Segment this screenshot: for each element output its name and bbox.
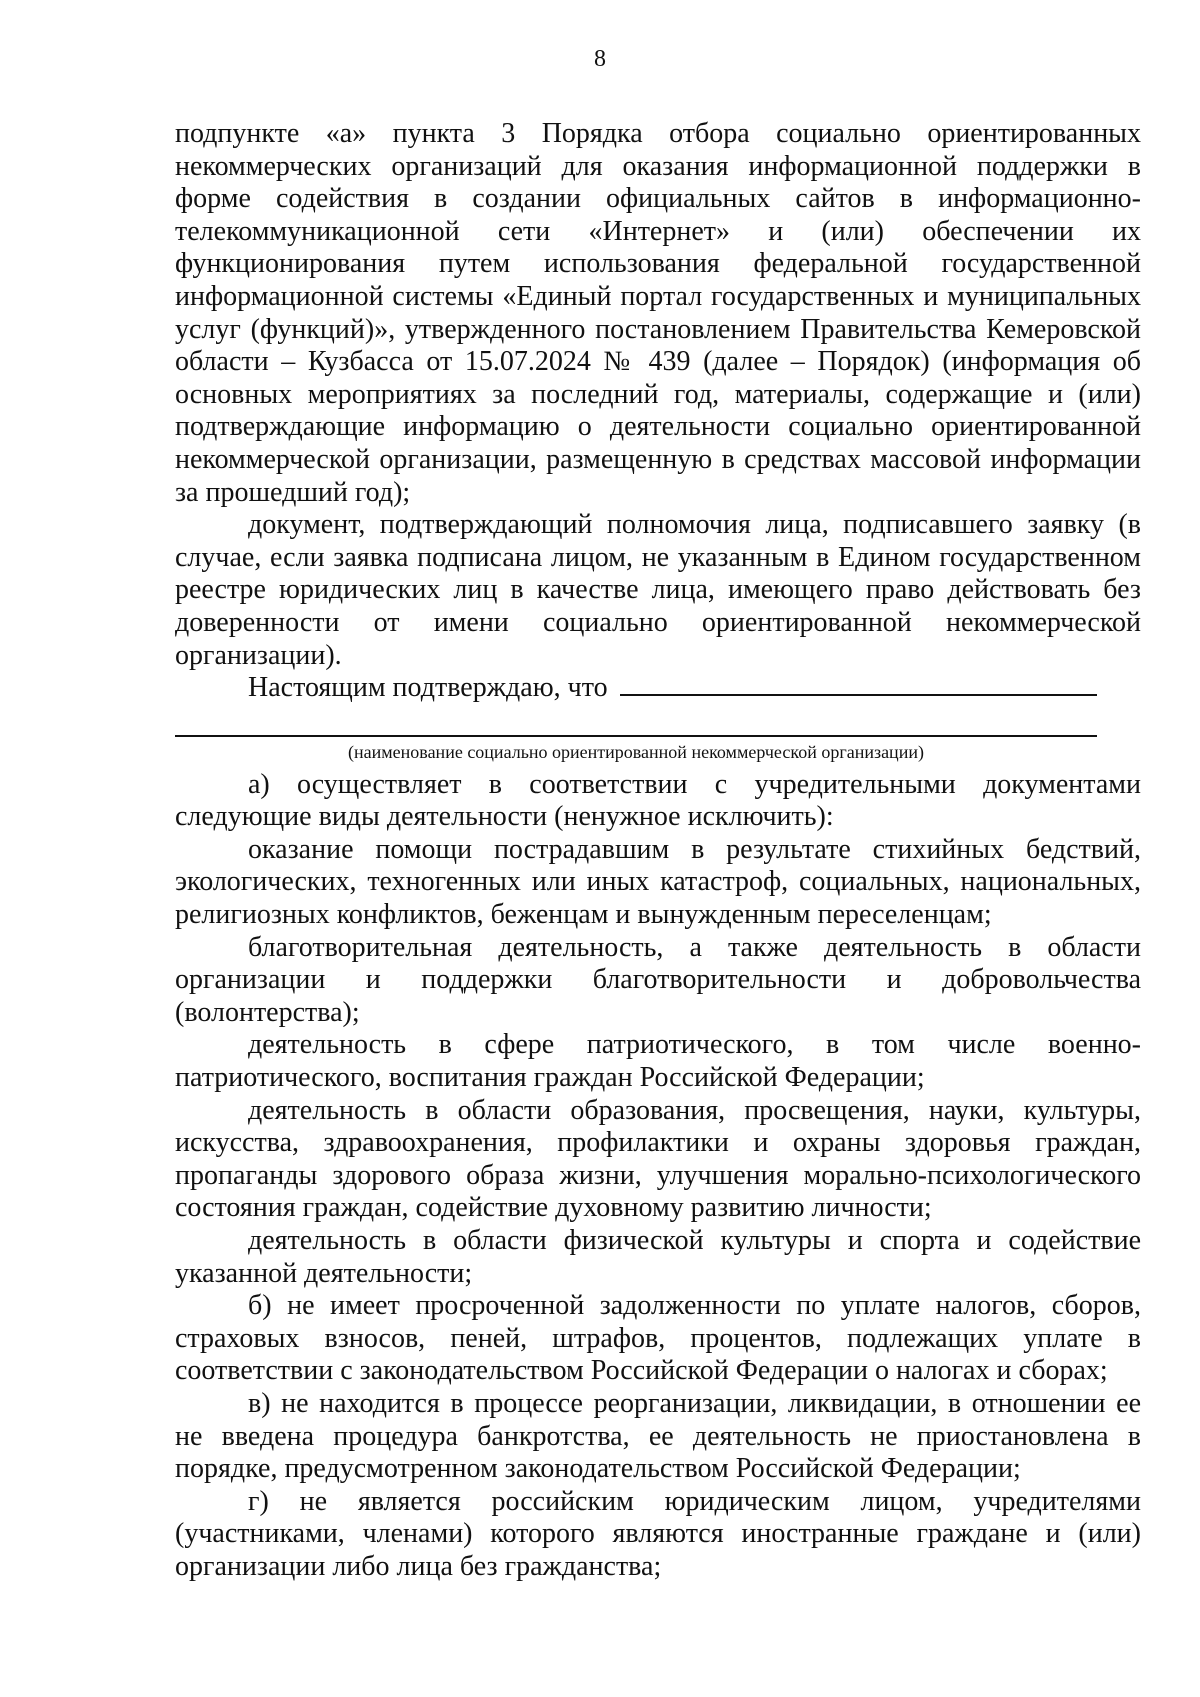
org-name-blank-line	[175, 705, 1097, 737]
paragraph-activity-education: деятельность в области образования, просвещения, науки, культуры, искусства, здравоохранения, профилактики и охраны здоровья граждан, пропаганды здорового образа жизни, улучшения морально-психологического состояния граждан, содействие духовному развитию личности;	[175, 1094, 1141, 1224]
paragraph-item-v: в) не находится в процессе реорганизации, ликвидации, в отношении ее не введена процедура банкротства, ее деятельность не приостановлена в порядке, предусмотренном законодательством Российской Федерации;	[175, 1387, 1141, 1485]
confirmation-line	[175, 672, 1141, 705]
org-name-blank-field	[620, 672, 1097, 696]
confirmation-label: Настоящим подтверждаю, что	[248, 672, 608, 704]
paragraph-authority-document: документ, подтверждающий полномочия лица, подписавшего заявку (в случае, если заявка подписана лицом, не указанным в Едином государственном реестре юридических лиц в качестве лица, имеющего право действовать без доверенности от имени социально ориентированной некоммерческой организации).	[175, 509, 1141, 671]
paragraph-item-a: а) осуществляет в соответствии с учредительными документами следующие виды деятельности (ненужное исключить):	[175, 768, 1141, 833]
document-body	[175, 118, 1141, 1584]
org-name-caption: (наименование социально ориентированной некоммерческой организации)	[348, 741, 924, 762]
page-number: 8	[594, 46, 606, 72]
paragraph-activity-patriotic: деятельность в сфере патриотического, в том числе военно-патриотического, воспитания граждан Российской Федерации;	[175, 1029, 1141, 1094]
paragraph-item-g: г) не является российским юридическим лицом, учредителями (участниками, членами) которого являются иностранные граждане и (или) организации либо лица без гражданства;	[175, 1485, 1141, 1582]
paragraph-continuation: подпункте «а» пункта 3 Порядка отбора социально ориентированных некоммерческих организаций для оказания информационной поддержки в форме содействия в создании официальных сайтов в информационно-телекоммуникационной сети «Интернет» и (или) обеспечении их функционирования путем использования федеральной государственной информационной системы «Единый портал государственных и муниципальных услуг (функций)», утвержденного постановлением Правительства Кемеровской области – Кузбасса от 15.07.2024 № 439 (далее – Порядок) (информация об основных мероприятиях за последний год, материалы, содержащие и (или) подтверждающие информацию о деятельности социально ориентированной некоммерческой организации, размещенную в средствах массовой информации за прошедший год);	[175, 118, 1141, 508]
paragraph-activity-charity: благотворительная деятельность, а также деятельность в области организации и поддержки благотворительности и добровольчества (волонтерства);	[175, 931, 1141, 1028]
paragraph-item-b: б) не имеет просроченной задолженности по уплате налогов, сборов, страховых взносов, пеней, штрафов, процентов, подлежащих уплате в соответствии с законодательством Российской Федерации о налогах и сборах;	[175, 1290, 1141, 1387]
paragraph-activity-disaster-aid: оказание помощи пострадавшим в результате стихийных бедствий, экологических, техногенных или иных катастроф, социальных, национальных, религиозных конфликтов, беженцам и вынужденным переселенцам;	[175, 833, 1141, 931]
paragraph-activity-sport: деятельность в области физической культуры и спорта и содействие указанной деятельности;	[175, 1225, 1141, 1289]
